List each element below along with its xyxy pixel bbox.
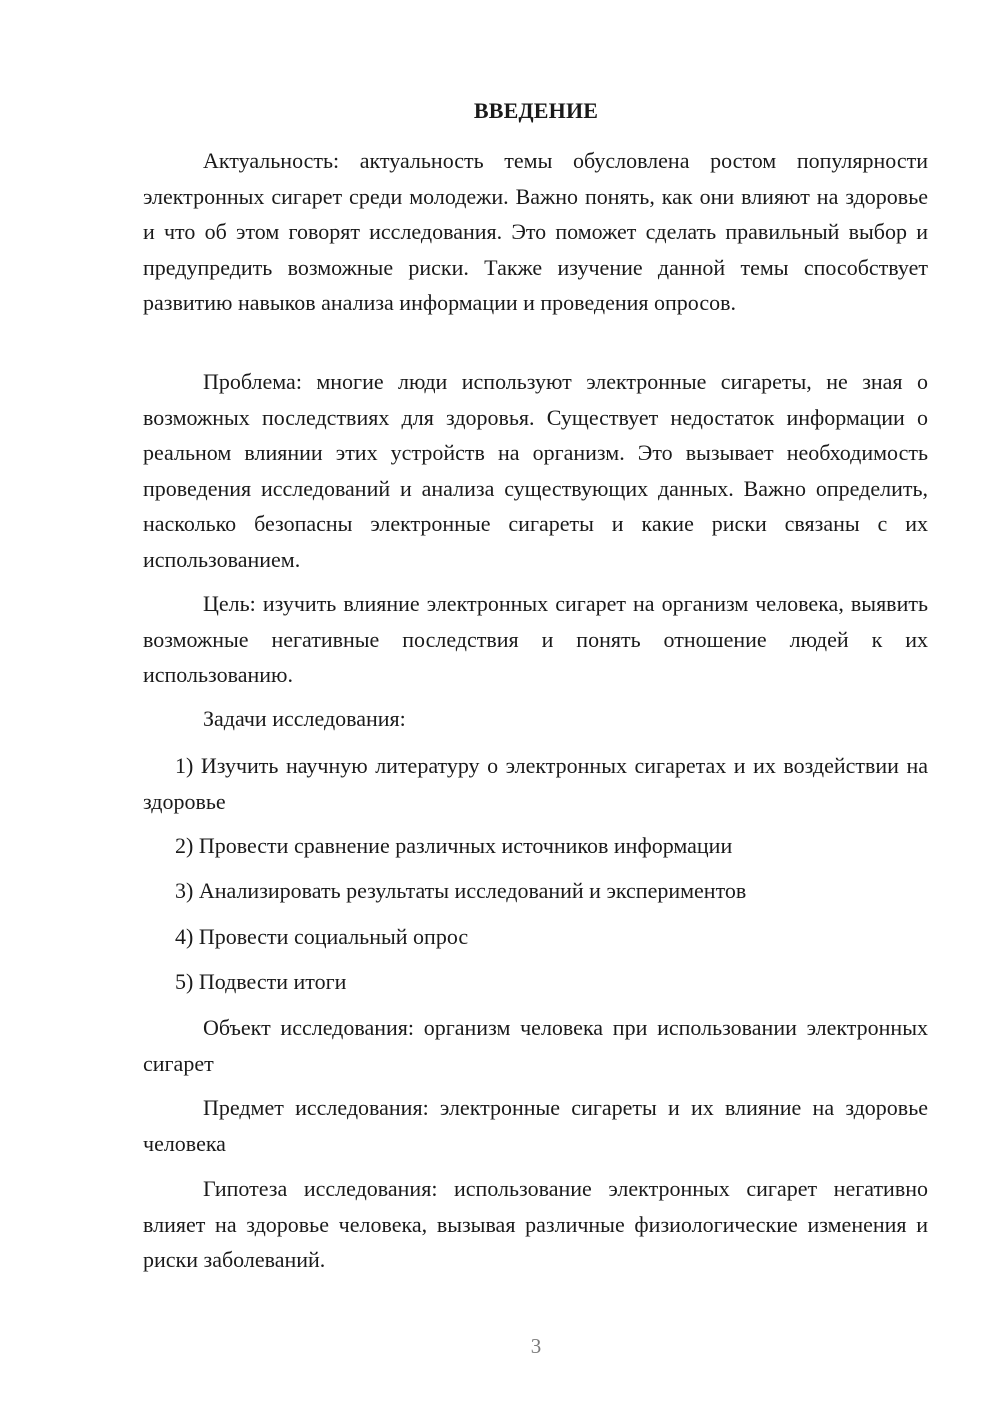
task-item-3: 3) Анализировать результаты исследований и экспериментов xyxy=(175,878,747,903)
paragraph-subject: Предмет исследования: электронные сигареты и их влияние на здоровье человека xyxy=(143,1095,928,1156)
paragraph-tasks-heading: Задачи исследования: xyxy=(203,706,406,731)
task-item-1: 1) Изучить научную литературу о электронных сигаретах и их воздействии на здоровье xyxy=(143,753,928,814)
page-number: 3 xyxy=(530,1334,542,1358)
task-item-5: 5) Подвести итоги xyxy=(175,969,347,994)
task-item-2: 2) Провести сравнение различных источников информации xyxy=(175,833,733,858)
paragraph-problem: Проблема: многие люди используют электронные сигареты, не зная о возможных последствиях для здоровья. Существует недостаток информации о реальном влиянии этих устройств на организм. Это вызывает необходимость проведения исследований и анализа существующих данных. Важно определить, насколько безопасны электронные сигареты и какие риски связаны с их использованием. xyxy=(143,369,928,572)
paragraph-relevance: Актуальность: актуальность темы обусловлена ростом популярности электронных сигарет среди молодежи. Важно понять, как они влияют на здоровье и что об этом говорят исследования. Это поможет сделать правильный выбор и предупредить возможные риски. Также изучение данной темы способствует развитию навыков анализа информации и проведения опросов. xyxy=(143,148,928,315)
task-item-4: 4) Провести социальный опрос xyxy=(175,924,469,949)
paragraph-goal: Цель: изучить влияние электронных сигарет на организм человека, выявить возможные негативные последствия и понять отношение людей к их использованию. xyxy=(143,591,928,687)
paragraph-object: Объект исследования: организм человека при использовании электронных сигарет xyxy=(143,1015,928,1076)
paragraph-hypothesis: Гипотеза исследования: использование электронных сигарет негативно влияет на здоровье человека, вызывая различные физиологические изменения и риски заболеваний. xyxy=(143,1176,928,1272)
page-title: ВВЕДЕНИЕ xyxy=(473,98,599,123)
